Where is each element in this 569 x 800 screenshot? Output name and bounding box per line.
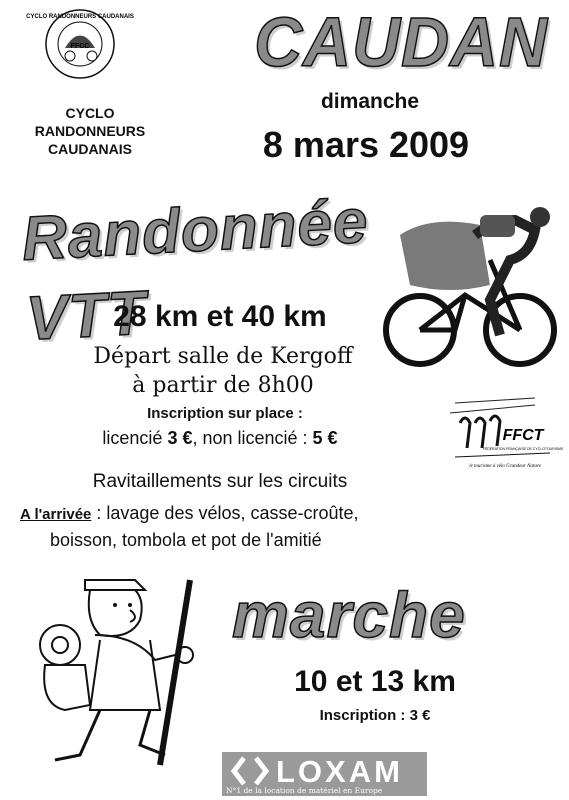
fee-prefix: licencié	[102, 428, 168, 448]
loxam-name: LOXAM	[276, 754, 403, 789]
club-name-line: CYCLO	[65, 105, 115, 121]
marche-title: marche	[232, 579, 466, 651]
club-logo-initials: FFCC	[70, 43, 90, 50]
club-logo	[26, 8, 134, 80]
fee-non-licencie: 5 €	[312, 428, 338, 448]
loxam-tagline: N°1 de la location de matériel en Europe	[226, 786, 383, 795]
club-logo-text: CYCLO RANDONNEURS CAUDANAIS	[26, 14, 134, 20]
marche-inscription: Inscription : 3 €	[319, 707, 431, 724]
arrival-text: : lavage des vélos, casse-croûte,	[91, 503, 359, 523]
marche-distances: 10 et 13 km	[294, 665, 456, 698]
fee-middle: , non licencié :	[192, 428, 313, 448]
vtt-fees	[40, 428, 400, 449]
vtt-title: Randonnée VTT	[20, 186, 370, 354]
loxam-mark-icon	[230, 754, 270, 788]
arrival-line-2: boisson, tombola et pot de l'amitié	[50, 530, 322, 550]
club-name	[20, 104, 160, 158]
vtt-start-time: à partir de 8h00	[132, 373, 314, 398]
ffct-slogan: le tourisme à vélo Grandeur Nature	[469, 464, 541, 469]
club-name-line: CAUDANAIS	[48, 141, 132, 157]
supplies-info: Ravitaillements sur les circuits	[92, 471, 348, 492]
vtt-distances: 28 km et 40 km	[113, 300, 327, 333]
ffct-logo	[435, 393, 564, 473]
hiker-icon	[30, 570, 225, 770]
arrival-label: A l'arrivée	[20, 506, 92, 523]
club-name-line: RANDONNEURS	[34, 123, 146, 139]
arrival-line-1	[20, 503, 420, 524]
vtt-departure: Départ salle de Kergoff	[93, 344, 353, 369]
ffct-name: FFCT	[502, 427, 544, 444]
vtt-inscription: Inscription sur place :	[147, 405, 303, 422]
cyclist-icon	[380, 195, 565, 385]
ffct-subtitle: FÉDÉRATION FRANÇAISE DE CYCLOTOURISME	[482, 447, 564, 451]
event-date: 8 mars 2009	[262, 124, 470, 165]
event-day: dimanche	[320, 90, 420, 113]
loxam-logo	[222, 752, 427, 796]
town-title: CAUDAN	[254, 3, 548, 81]
fee-licencie: 3 €	[167, 428, 193, 448]
